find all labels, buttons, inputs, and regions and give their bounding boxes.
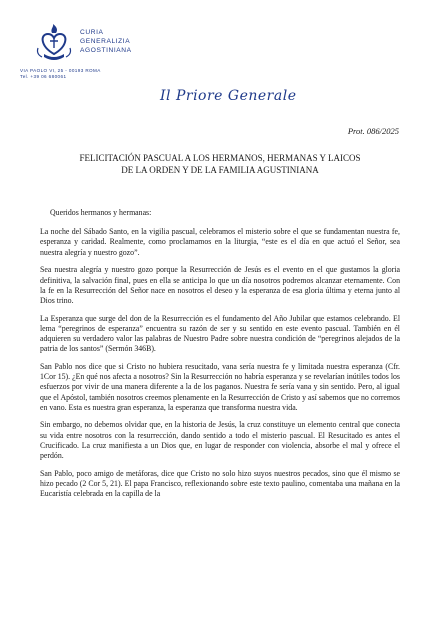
letter-subject: [40, 152, 400, 176]
address-street: VIA PAOLO VI, 25 - 00193 ROMA: [20, 68, 101, 73]
paragraph: San Pablo nos dice que si Cristo no hubiera resucitado, vana sería nuestra fe y limitada nuestra esperanza (Cfr. 1Cor 15). ¿En qué nos afecta a nosotros? Sin la Resurrección no habría esperanza y se revelarían inútiles todos los esfuerzos por vivir de una manera diferente a la de los paganos. Nuestra fe sería vana y sin sentido. Pero, al igual que el Apóstol, también nosotros creemos plenamente en la Resurrección de Cristo y así sabemos que no corremos en vano. Esta es nuestra gran esperanza, la esperanza que transforma nuestra vida.: [40, 361, 400, 412]
paragraph: La noche del Sábado Santo, en la vigilia pascual, celebramos el misterio sobre el que se fundamentan nuestra fe, esperanza y caridad. Realmente, como proclamamos en la liturgia, “este es el día en que actuó el Señor, sea nuestra alegría y nuestro gozo”.: [40, 227, 400, 257]
paragraph: La Esperanza que surge del don de la Resurrección es el fundamento del Año Jubilar que estamos celebrando. El lema “peregrinos de esperanza” encuentra su razón de ser y su sentido en este evento pascual. También en él adquieren su verdadero valor las palabras de Nuestro Padre sobre nuestra condición de “peregrinos alejados de la patria de los santos” (Sermón 346B).: [40, 313, 400, 354]
paragraph: Sea nuestra alegría y nuestro gozo porque la Resurrección de Jesús es el evento en el que gustamos la gloria definitiva, la salvación final, pues en ella se anticipa lo que un día nosotros podremos alcanzar eternamente. Con la fe en la Resurrección del Señor nace en nosotros el deseo y la esperanza de esa gloria última y eterna junto al Dios trino.: [40, 265, 400, 305]
address: [20, 68, 101, 80]
protocol-number: Prot. 086/2025: [347, 126, 399, 136]
letterhead: [20, 24, 160, 84]
paragraph: San Pablo, poco amigo de metáforas, dice que Cristo no solo hizo suyos nuestros pecados, sino que él mismo se hizo pecado (2 Cor 5, 21). El papa Francisco, reflexionando sobre este texto paulino, comentaba una mañana en la Eucaristía celebrada en la capilla de la: [40, 468, 400, 499]
letter-body: [40, 208, 400, 507]
paragraph: Sin embargo, no debemos olvidar que, en la historia de Jesús, la cruz constituye un elemento central que conecta su vida entre nosotros con la resurrección, dando sentido a todo el misterio pascual. El Resucitado es antes el Crucificado. La cruz manifiesta a un Dios que, en lugar de responder con violencia, absorbe el mal y ofrece el perdón.: [40, 420, 400, 461]
greeting: Queridos hermanos y hermanas:: [50, 208, 152, 217]
org-line-3: AGOSTINIANA: [80, 47, 132, 54]
subject-line-2: DE LA ORDEN Y DE LA FAMILIA AGUSTINIANA: [121, 165, 319, 175]
org-line-2: GENERALIZIA: [80, 38, 131, 45]
sender-title: Il Priore Generale: [160, 88, 297, 104]
burning-heart-book-icon: [30, 24, 78, 64]
org-line-1: CURIA: [80, 29, 104, 36]
subject-line-1: FELICITACIÓN PASCUAL A LOS HERMANOS, HERMANAS Y LAICOS: [79, 153, 361, 163]
address-phone: Tel. +39 06 680061: [20, 74, 67, 80]
org-name: [80, 28, 132, 55]
